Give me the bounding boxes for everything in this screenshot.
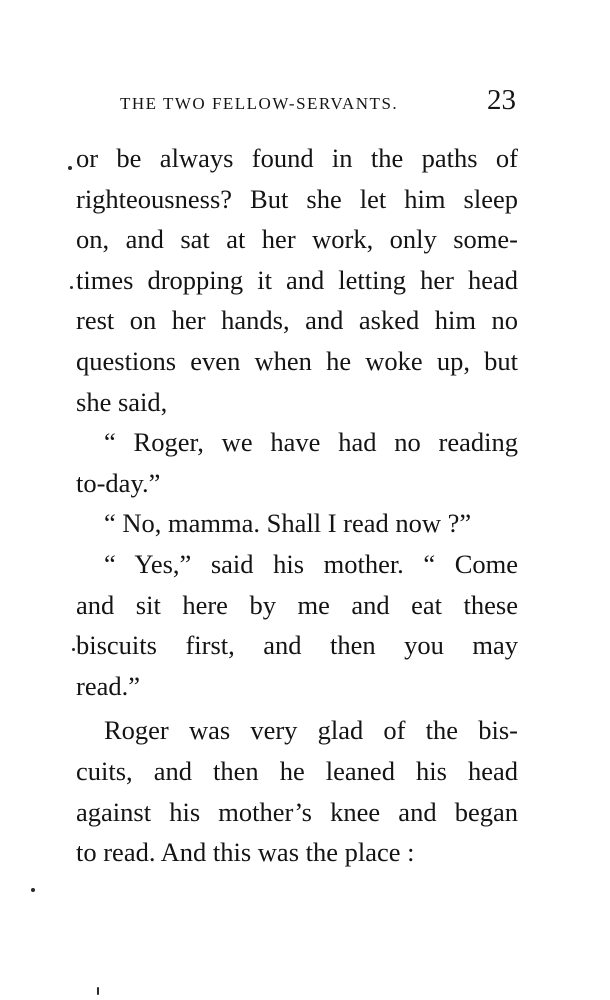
text-line: times dropping it and letting her head <box>76 264 518 295</box>
print-speck <box>31 888 35 892</box>
text-line: biscuits first, and then you may <box>76 630 518 661</box>
text-line: read.” <box>76 670 140 701</box>
text-line: righteousness? But she let him sleep <box>76 183 518 214</box>
running-head <box>120 84 520 124</box>
text-line: cuits, and then he leaned his head <box>76 755 518 786</box>
text-line: rest on her hands, and asked him no <box>76 305 518 336</box>
print-speck <box>97 987 99 995</box>
running-title: THE TWO FELLOW-SERVANTS. <box>120 94 399 113</box>
text-line: to-day.” <box>76 467 161 498</box>
text-line: or be always found in the paths of <box>76 143 518 173</box>
print-speck <box>68 166 72 170</box>
text-line: Roger was very glad of the bis- <box>104 715 518 746</box>
print-speck <box>72 648 75 651</box>
text-line: “ No, mamma. Shall I read now ?” <box>104 508 472 539</box>
text-line: questions even when he woke up, but <box>76 345 518 376</box>
body-text <box>76 138 518 873</box>
text-line: “ Roger, we have had no reading <box>104 427 518 458</box>
print-speck <box>70 286 73 289</box>
text-line: “ Yes,” said his mother. “ Come <box>104 548 518 579</box>
text-line: against his mother’s knee and began <box>76 796 518 827</box>
text-line: to read. And this was the place : <box>76 837 415 868</box>
text-line: and sit here by me and eat these <box>76 589 518 620</box>
text-line: on, and sat at her work, only some- <box>76 224 518 255</box>
page-number: 23 <box>487 84 516 116</box>
text-line: she said, <box>76 386 168 417</box>
